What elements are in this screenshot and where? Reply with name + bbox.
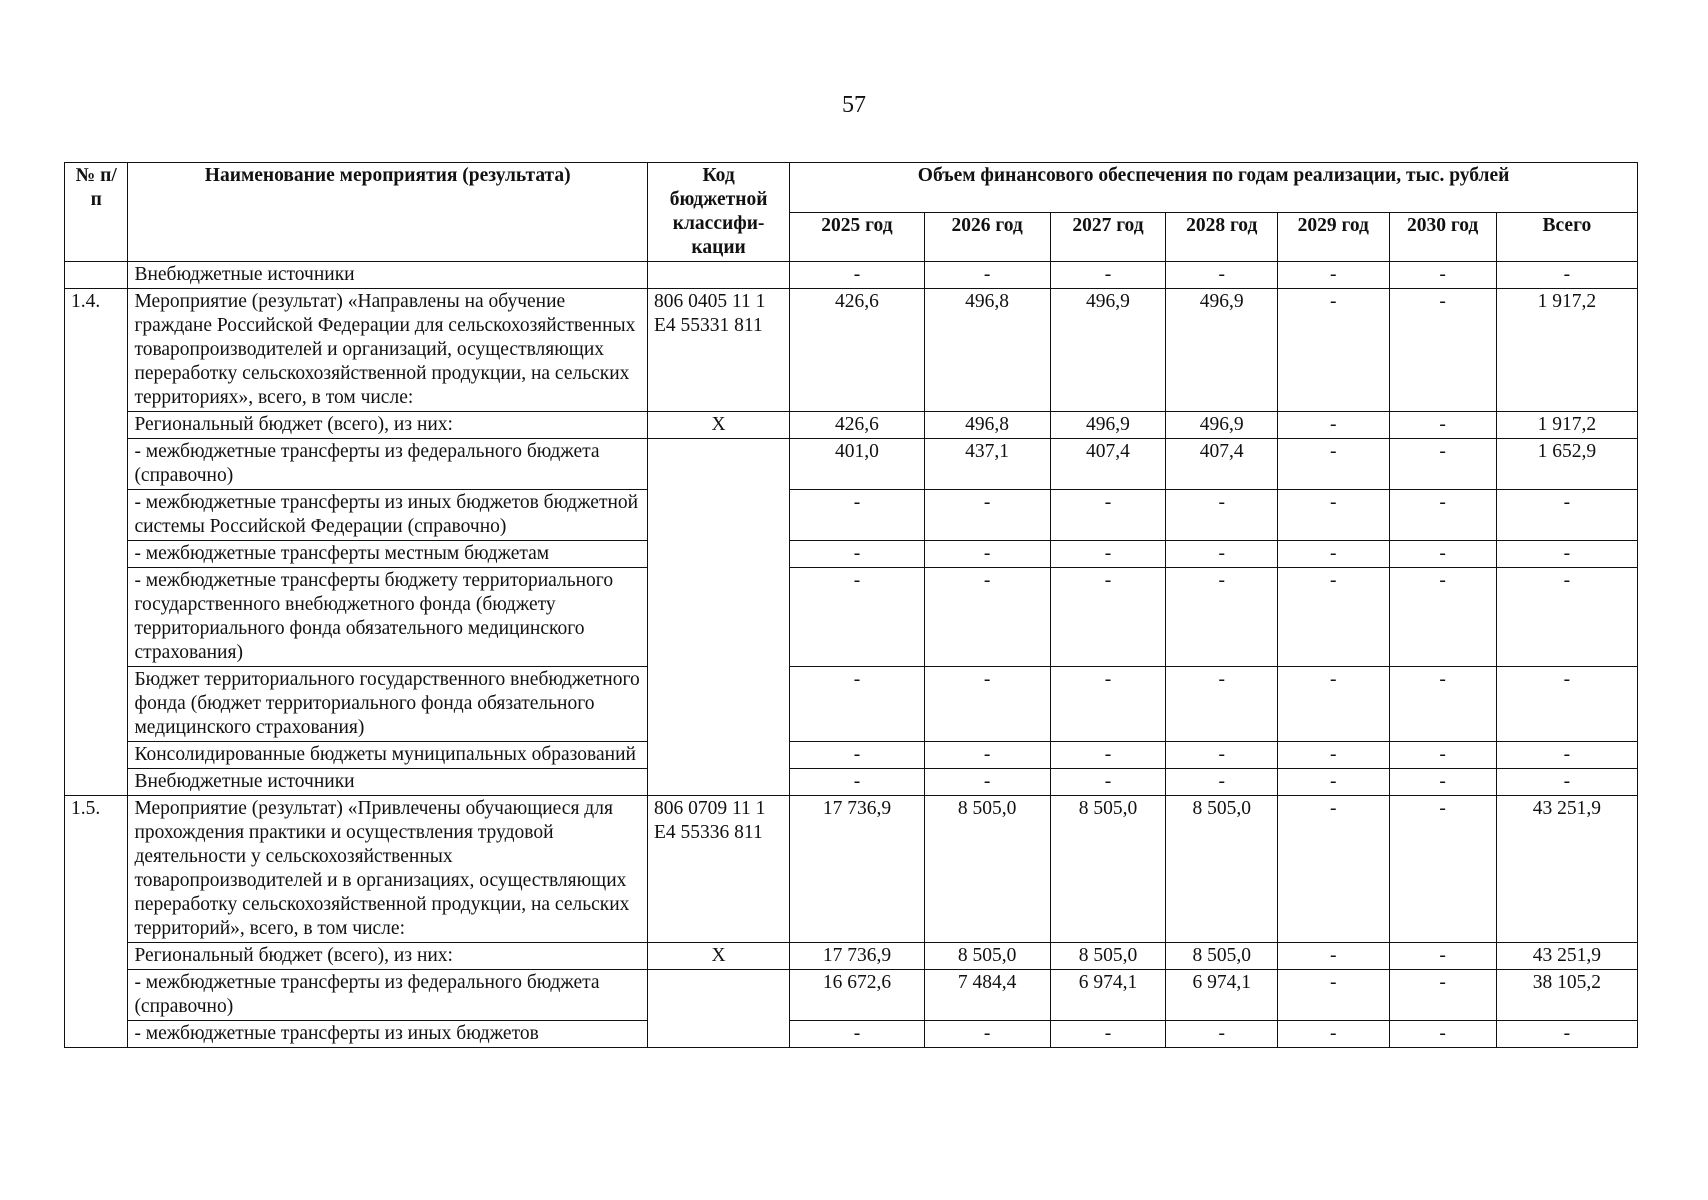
value-cell: - [1278, 970, 1390, 1021]
value-cell: - [1278, 943, 1390, 970]
value-cell: - [790, 1021, 925, 1048]
table-row [65, 769, 1638, 796]
value-cell: - [1278, 796, 1390, 943]
value-cell: 496,8 [924, 289, 1050, 412]
row-name: Бюджет территориального государственного внебюджетного фонда (бюджет территориального фонда обязательного медицинского страхования) [128, 667, 648, 742]
row-num: 1.4. [65, 289, 128, 796]
value-cell: - [1389, 742, 1496, 769]
value-cell: - [1389, 262, 1496, 289]
value-cell: 6 974,1 [1166, 970, 1278, 1021]
row-name: Мероприятие (результат) «Привлечены обучающиеся для прохождения практики и осуществления трудовой деятельности у сельскохозяйственных товаропроизводителей и в организациях, осуществляющих переработку сельскохозяйственной продукции, на сельских территорий», всего, в том числе: [128, 796, 648, 943]
value-cell: - [1050, 490, 1166, 541]
value-cell: 8 505,0 [1166, 796, 1278, 943]
table-row [65, 262, 1638, 289]
value-cell: - [1278, 667, 1390, 742]
value-cell: 496,9 [1166, 289, 1278, 412]
row-code: 806 0709 11 1 Е4 55336 811 [648, 796, 790, 943]
value-cell: - [1496, 541, 1637, 568]
table-row [65, 439, 1638, 490]
header-row-1 [65, 163, 1638, 213]
value-cell: - [1496, 490, 1637, 541]
value-cell: - [1496, 667, 1637, 742]
value-cell: 8 505,0 [1050, 796, 1166, 943]
value-cell: - [1389, 289, 1496, 412]
value-cell: - [1389, 439, 1496, 490]
row-code: X [648, 412, 790, 439]
value-cell: - [1166, 262, 1278, 289]
row-code: 806 0405 11 1 Е4 55331 811 [648, 289, 790, 412]
row-name: - межбюджетные трансферты бюджету территориального государственного внебюджетного фонда (бюджету территориального фонда обязательного медицинского страхования) [128, 568, 648, 667]
value-cell: - [924, 568, 1050, 667]
value-cell: 496,9 [1050, 412, 1166, 439]
header-year-2027: 2027 год [1050, 212, 1166, 262]
row-name: Региональный бюджет (всего), из них: [128, 943, 648, 970]
value-cell: 401,0 [790, 439, 925, 490]
value-cell: - [790, 541, 925, 568]
header-year-2029: 2029 год [1278, 212, 1390, 262]
table-row [65, 943, 1638, 970]
table-row [65, 667, 1638, 742]
value-cell: - [1389, 490, 1496, 541]
value-cell: 16 672,6 [790, 970, 925, 1021]
row-name: Консолидированные бюджеты муниципальных образований [128, 742, 648, 769]
budget-table [64, 162, 1638, 1048]
value-cell: - [1278, 541, 1390, 568]
row-code [648, 439, 790, 796]
row-code [648, 262, 790, 289]
value-cell: 17 736,9 [790, 943, 925, 970]
value-cell: 43 251,9 [1496, 943, 1637, 970]
value-cell: - [1050, 1021, 1166, 1048]
value-cell: 407,4 [1050, 439, 1166, 490]
value-cell: - [924, 541, 1050, 568]
value-cell: 496,9 [1166, 412, 1278, 439]
value-cell: - [1496, 1021, 1637, 1048]
value-cell: - [1278, 769, 1390, 796]
value-cell: - [1278, 742, 1390, 769]
value-cell: 8 505,0 [924, 943, 1050, 970]
header-year-2030: 2030 год [1389, 212, 1496, 262]
table-row [65, 541, 1638, 568]
value-cell: 407,4 [1166, 439, 1278, 490]
header-year-2028: 2028 год [1166, 212, 1278, 262]
value-cell: - [1050, 262, 1166, 289]
value-cell: - [1496, 262, 1637, 289]
value-cell: - [924, 769, 1050, 796]
value-cell: - [1278, 439, 1390, 490]
value-cell: - [1389, 796, 1496, 943]
row-name: - межбюджетные трансферты местным бюджетам [128, 541, 648, 568]
row-name: Внебюджетные источники [128, 262, 648, 289]
value-cell: - [1278, 262, 1390, 289]
value-cell: - [1166, 1021, 1278, 1048]
row-num [65, 262, 128, 289]
value-cell: - [924, 262, 1050, 289]
value-cell: - [1496, 742, 1637, 769]
value-cell: 496,9 [1050, 289, 1166, 412]
value-cell: - [924, 490, 1050, 541]
value-cell: 38 105,2 [1496, 970, 1637, 1021]
value-cell: - [1389, 541, 1496, 568]
value-cell: - [1050, 742, 1166, 769]
row-name: - межбюджетные трансферты из федерального бюджета (справочно) [128, 439, 648, 490]
value-cell: 43 251,9 [1496, 796, 1637, 943]
value-cell: 426,6 [790, 412, 925, 439]
value-cell: - [924, 667, 1050, 742]
value-cell: - [1389, 970, 1496, 1021]
value-cell: - [790, 769, 925, 796]
value-cell: - [1166, 769, 1278, 796]
value-cell: - [1166, 742, 1278, 769]
header-num: № п/п [65, 163, 128, 262]
value-cell: - [1389, 943, 1496, 970]
value-cell: 6 974,1 [1050, 970, 1166, 1021]
value-cell: 17 736,9 [790, 796, 925, 943]
value-cell: - [1278, 289, 1390, 412]
value-cell: 426,6 [790, 289, 925, 412]
header-year-2025: 2025 год [790, 212, 925, 262]
value-cell: - [790, 490, 925, 541]
value-cell: - [1496, 568, 1637, 667]
value-cell: - [1389, 568, 1496, 667]
value-cell: 1 917,2 [1496, 412, 1637, 439]
value-cell: - [1278, 490, 1390, 541]
value-cell: - [1166, 667, 1278, 742]
page-number: 57 [842, 92, 866, 118]
value-cell: - [1389, 412, 1496, 439]
table-row [65, 1021, 1638, 1048]
value-cell: - [1050, 769, 1166, 796]
value-cell: 7 484,4 [924, 970, 1050, 1021]
value-cell: - [1389, 667, 1496, 742]
value-cell: 437,1 [924, 439, 1050, 490]
value-cell: - [1050, 541, 1166, 568]
value-cell: 8 505,0 [1166, 943, 1278, 970]
header-volume: Объем финансового обеспечения по годам реализации, тыс. рублей [790, 163, 1638, 213]
table-row [65, 970, 1638, 1021]
value-cell: - [1166, 490, 1278, 541]
value-cell: - [1278, 568, 1390, 667]
row-name: - межбюджетные трансферты из иных бюджетов [128, 1021, 648, 1048]
value-cell: - [1496, 769, 1637, 796]
value-cell: - [924, 1021, 1050, 1048]
table-row [65, 568, 1638, 667]
value-cell: - [1278, 1021, 1390, 1048]
header-name: Наименование мероприятия (результата) [128, 163, 648, 262]
row-name: Мероприятие (результат) «Направлены на обучение граждане Российской Федерации для сельскохозяйственных товаропроизводителей и организаций, осуществляющих переработку сельскохозяйственной продукции, на сельских территориях», всего, в том числе: [128, 289, 648, 412]
value-cell: - [1166, 541, 1278, 568]
value-cell: 8 505,0 [1050, 943, 1166, 970]
table-row [65, 412, 1638, 439]
value-cell: 8 505,0 [924, 796, 1050, 943]
row-name: - межбюджетные трансферты из федерального бюджета (справочно) [128, 970, 648, 1021]
value-cell: - [790, 742, 925, 769]
table-row [65, 289, 1638, 412]
header-total: Всего [1496, 212, 1637, 262]
value-cell: 1 652,9 [1496, 439, 1637, 490]
row-code: X [648, 943, 790, 970]
value-cell: - [924, 742, 1050, 769]
header-code: Код бюджетной классифи-кации [648, 163, 790, 262]
row-name: - межбюджетные трансферты из иных бюджетов бюджетной системы Российской Федерации (справочно) [128, 490, 648, 541]
row-code [648, 970, 790, 1048]
value-cell: - [1050, 667, 1166, 742]
row-num: 1.5. [65, 796, 128, 1048]
value-cell: - [1389, 1021, 1496, 1048]
value-cell: - [1278, 412, 1390, 439]
table-row [65, 796, 1638, 943]
value-cell: - [1050, 568, 1166, 667]
value-cell: 1 917,2 [1496, 289, 1637, 412]
table-row [65, 490, 1638, 541]
value-cell: - [1166, 568, 1278, 667]
value-cell: - [790, 262, 925, 289]
table-row [65, 742, 1638, 769]
value-cell: 496,8 [924, 412, 1050, 439]
header-year-2026: 2026 год [924, 212, 1050, 262]
row-name: Региональный бюджет (всего), из них: [128, 412, 648, 439]
value-cell: - [790, 667, 925, 742]
row-name: Внебюджетные источники [128, 769, 648, 796]
value-cell: - [790, 568, 925, 667]
value-cell: - [1389, 769, 1496, 796]
